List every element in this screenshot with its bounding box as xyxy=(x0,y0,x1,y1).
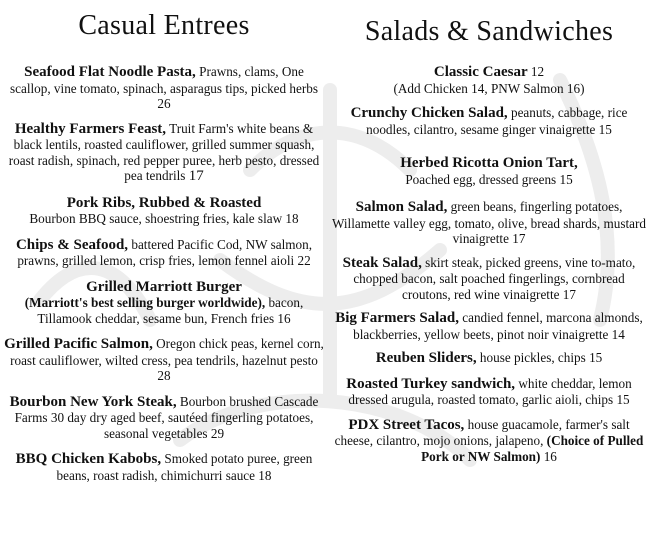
menu-item xyxy=(4,121,324,185)
menu-item xyxy=(330,64,648,96)
menu-item xyxy=(330,155,648,187)
item-name: Healthy Farmers Feast, xyxy=(14,120,167,137)
menu-item xyxy=(330,376,648,408)
item-price: 17 xyxy=(188,168,204,184)
item-note: (Choice of Pulled Pork or NW Salmon) xyxy=(421,433,644,464)
item-price: 22 xyxy=(297,253,311,268)
item-price: 17 xyxy=(512,231,526,246)
item-description: green beans, fingerling potatoes, Willamette valley egg, tomato, olive, bread shards, mustard vinaigrette xyxy=(331,199,647,246)
item-description: peanuts, cabbage, rice noodles, cilantro, sesame ginger vinaigrette xyxy=(366,105,628,137)
item-name: Reuben Sliders, xyxy=(375,350,477,366)
item-name: Classic Caesar xyxy=(433,64,528,80)
item-price: 29 xyxy=(210,425,225,441)
item-name: Seafood Flat Noodle Pasta, xyxy=(24,64,196,80)
salads-sandwiches-section xyxy=(330,0,648,464)
menu-item xyxy=(4,195,324,227)
item-price: 14 xyxy=(611,326,625,342)
section-title: Salads & Sandwiches xyxy=(364,16,614,47)
item-note: (Marriott's best selling burger worldwide), xyxy=(24,295,266,310)
menu-item xyxy=(330,310,648,342)
item-description: candied fennel, marcona almonds, blackberries, yellow beets, pinot noir vinaigrette xyxy=(353,310,643,342)
item-name: Grilled Pacific Salmon, xyxy=(4,336,153,352)
item-description: bacon, Tillamook cheddar, sesame bun, French fries xyxy=(37,295,304,326)
item-description: house pickles, chips xyxy=(479,350,586,365)
item-price: 15 xyxy=(616,392,630,407)
casual-entrees-section xyxy=(4,0,324,483)
item-name: Crunchy Chicken Salad, xyxy=(350,105,508,121)
item-name: BBQ Chicken Kabobs, xyxy=(15,451,162,467)
item-name: Chips & Seafood, xyxy=(15,236,129,253)
item-price: 15 xyxy=(589,350,603,365)
item-price: 15 xyxy=(598,121,612,137)
menu-item xyxy=(4,336,324,384)
menu-item xyxy=(330,105,648,137)
item-price: 15 xyxy=(559,171,573,187)
item-price: 12 xyxy=(530,64,545,79)
menu-item xyxy=(330,350,648,367)
item-name: PDX Street Tacos, xyxy=(348,416,465,433)
item-name: Herbed Ricotta Onion Tart, xyxy=(400,155,578,171)
section-title: Casual Entrees xyxy=(78,10,250,41)
menu-item xyxy=(4,279,324,327)
item-name: Steak Salad, xyxy=(342,254,422,271)
item-description: Oregon chick peas, kernel corn, roast cauliflower, wilted cress, pea tendrils, hazelnut pesto xyxy=(10,336,324,368)
item-name: Big Farmers Salad, xyxy=(335,310,459,326)
item-description: (Add Chicken 14, PNW Salmon 16) xyxy=(393,80,585,96)
item-price: 28 xyxy=(157,368,171,383)
item-description: Smoked potato puree, green beans, roast radish, chimichurri sauce xyxy=(56,451,313,483)
item-price: 16 xyxy=(543,448,557,464)
menu-item xyxy=(330,255,648,303)
item-description: white cheddar, lemon dressed arugula, roasted tomato, garlic aioli, chips xyxy=(348,375,632,407)
item-description: battered Pacific Cod, NW salmon, prawns, grilled lemon, crisp fries, lemon fennel aioli xyxy=(17,236,313,268)
menu-item xyxy=(330,199,648,247)
item-name: Grilled Marriott Burger xyxy=(86,278,242,295)
menu-item xyxy=(330,417,648,465)
item-name: Pork Ribs, Rubbed & Roasted xyxy=(66,194,262,211)
item-price: 26 xyxy=(157,96,171,111)
item-description: Poached egg, dressed greens xyxy=(405,171,557,187)
item-price: 16 xyxy=(277,310,291,326)
item-description: Bourbon brushed Cascade Farms 30 day dry aged beef, sautéed fingerling potatoes, seasonal vegetables xyxy=(14,393,319,441)
item-price: 18 xyxy=(285,211,299,226)
item-description: Bourbon BBQ sauce, shoestring fries, kale slaw xyxy=(29,211,283,226)
item-description: Prawns, clams, One scallop, vine tomato, spinach, asparagus tips, picked herbs xyxy=(9,64,318,96)
item-description: house guacamole, farmer's salt cheese, cilantro, mojo onions, jalapeno, xyxy=(334,416,630,448)
menu-item xyxy=(4,394,324,442)
item-name: Roasted Turkey sandwich, xyxy=(346,375,516,392)
menu-item xyxy=(4,451,324,483)
item-price: 18 xyxy=(258,467,272,483)
menu-item xyxy=(4,237,324,269)
item-description: skirt steak, picked greens, vine to-mato, chopped bacon, salt poached fingerlings, cornbread croutons, red wine vinaigrette xyxy=(353,254,636,302)
item-name: Salmon Salad, xyxy=(355,199,448,215)
item-name: Bourbon New York Steak, xyxy=(9,393,177,410)
item-description: Truit Farm's white beans & black lentils, roasted cauliflower, grilled summer squash, roast radish, spinach, red pepper puree, herb pesto, dressed pea tendrils xyxy=(8,120,320,183)
item-price: 17 xyxy=(562,286,576,302)
menu-item xyxy=(4,64,324,112)
